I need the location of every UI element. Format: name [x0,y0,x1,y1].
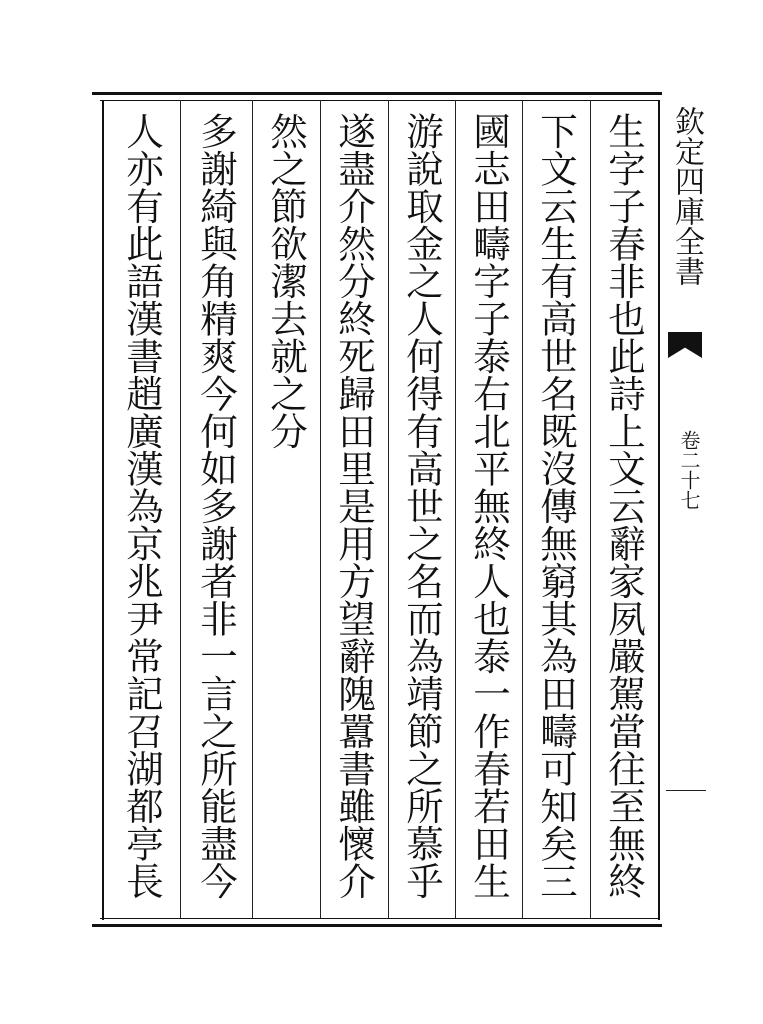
column-divider [252,100,253,918]
book-title: 欽定四庫全書 [669,106,704,286]
column-divider [388,100,389,918]
volume-label: 卷二十七 [677,430,701,510]
fishtail-mark-icon [668,332,702,358]
text-column-1: 生字子春非也此詩上文云辭家夙嚴駕當往至無終 [602,112,646,900]
bottom-inner-border [100,918,660,919]
top-inner-border [100,100,660,101]
column-divider [522,100,523,918]
left-border [102,100,104,920]
text-column-6: 然之節欲潔去就之分 [264,112,308,450]
column-divider [180,100,181,918]
column-divider [455,100,456,918]
text-column-3: 國志田疇字子泰右北平無終人也泰一作春若田生 [467,112,511,900]
text-column-5: 遂盡介然分終死歸田里是用方望辭隗囂書雖懷介 [332,112,376,900]
top-border [92,92,662,95]
column-divider [590,100,591,918]
column-divider [320,100,321,918]
right-border [658,100,660,920]
text-column-8: 人亦有此語漢書趙廣漢為京兆尹常記召湖都亭長 [120,112,164,900]
text-column-2: 下文云生有高世名既沒傳無窮其為田疇可知矣三 [534,112,578,900]
text-column-4: 游說取金之人何得有高世之名而為靖節之所慕乎 [400,112,444,900]
margin-rule [666,790,706,791]
bottom-border [92,924,662,927]
text-column-7: 多謝綺與角精爽今何如多謝者非一言之所能盡今 [194,112,238,900]
page-margin [662,100,710,920]
